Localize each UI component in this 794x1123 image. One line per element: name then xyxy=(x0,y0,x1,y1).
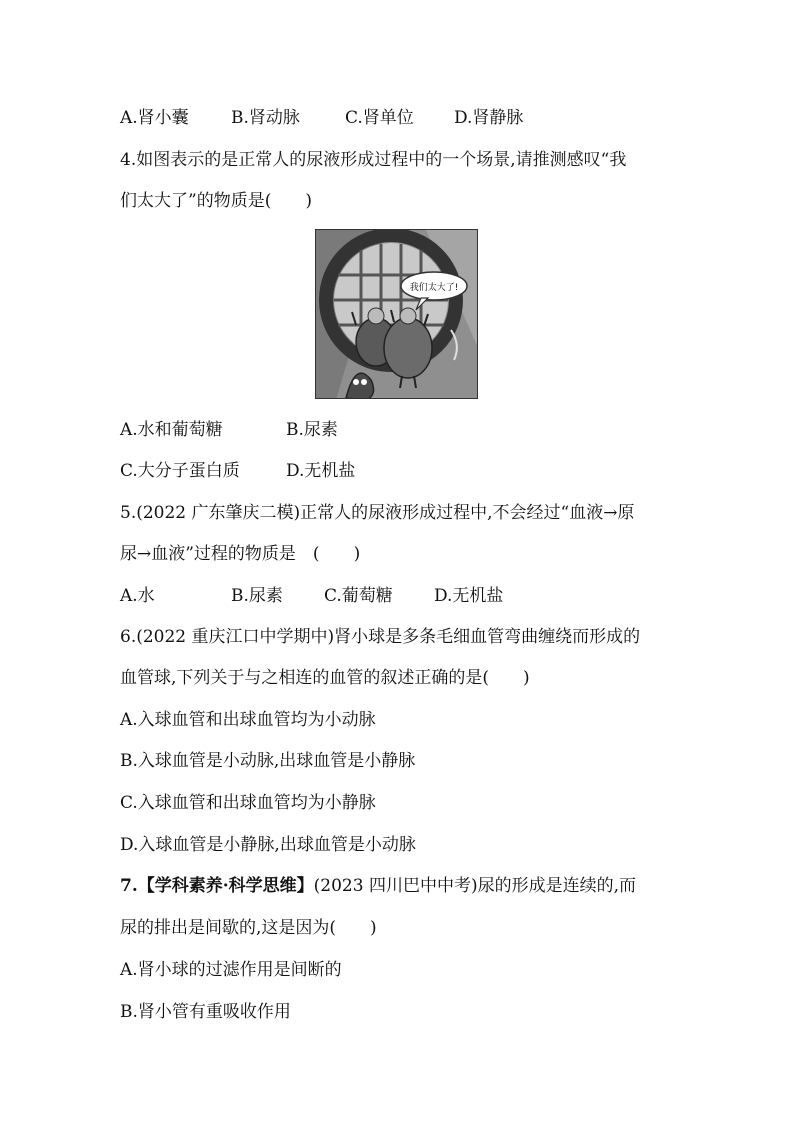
q7-number: 7. xyxy=(120,876,138,896)
q4-option-d: D.无机盐 xyxy=(286,461,356,481)
q5-stem-line1: 5.(2022 广东肇庆二模)正常人的尿液形成过程中,不会经过“血液→原 xyxy=(120,503,635,523)
q3-option-a: A.肾小囊 xyxy=(120,108,189,128)
q7-stem-line1 xyxy=(120,875,636,897)
q6-stem-line2: 血管球,下列关于与之相连的血管的叙述正确的是( ) xyxy=(120,668,530,688)
q5-option-b: B.尿素 xyxy=(231,586,283,606)
q4-stem-line1: 4.如图表示的是正常人的尿液形成过程中的一个场景,请推测感叹“我 xyxy=(120,150,627,170)
q6-option-a: A.入球血管和出球血管均为小动脉 xyxy=(120,710,376,730)
q6-stem-line1: 6.(2022 重庆江口中学期中)肾小球是多条毛细血管弯曲缠绕而形成的 xyxy=(120,627,641,647)
q7-stem-rest: (2023 四川巴中中考)尿的形成是连续的,而 xyxy=(313,876,637,896)
q6-option-c: C.入球血管和出球血管均为小静脉 xyxy=(120,793,376,813)
q4-figure xyxy=(315,229,478,399)
q5-option-d: D.无机盐 xyxy=(434,586,504,606)
q4-option-b: B.尿素 xyxy=(286,420,338,440)
q5-option-c: C.葡萄糖 xyxy=(324,586,393,606)
q7-option-b: B.肾小管有重吸收作用 xyxy=(120,1002,291,1022)
q6-option-b: B.入球血管是小动脉,出球血管是小静脉 xyxy=(120,751,416,771)
q7-tag: 【学科素养·科学思维】 xyxy=(137,876,314,896)
q3-option-c: C.肾单位 xyxy=(345,108,414,128)
q5-option-a: A.水 xyxy=(120,586,155,606)
q6-option-d: D.入球血管是小静脉,出球血管是小动脉 xyxy=(120,835,416,855)
q7-option-a: A.肾小球的过滤作用是间断的 xyxy=(120,960,342,980)
q4-option-c: C.大分子蛋白质 xyxy=(120,461,240,481)
q7-stem-line2: 尿的排出是间歇的,这是因为( ) xyxy=(120,918,377,938)
q5-stem-line2: 尿→血液”过程的物质是 ( ) xyxy=(120,544,361,564)
q3-option-d: D.肾静脉 xyxy=(454,108,524,128)
q4-figure-speech: 我们太大了! xyxy=(409,283,459,293)
q3-option-b: B.肾动脉 xyxy=(231,108,300,128)
q4-stem-line2: 们太大了”的物质是( ) xyxy=(120,191,312,211)
q4-option-a: A.水和葡萄糖 xyxy=(120,420,223,440)
